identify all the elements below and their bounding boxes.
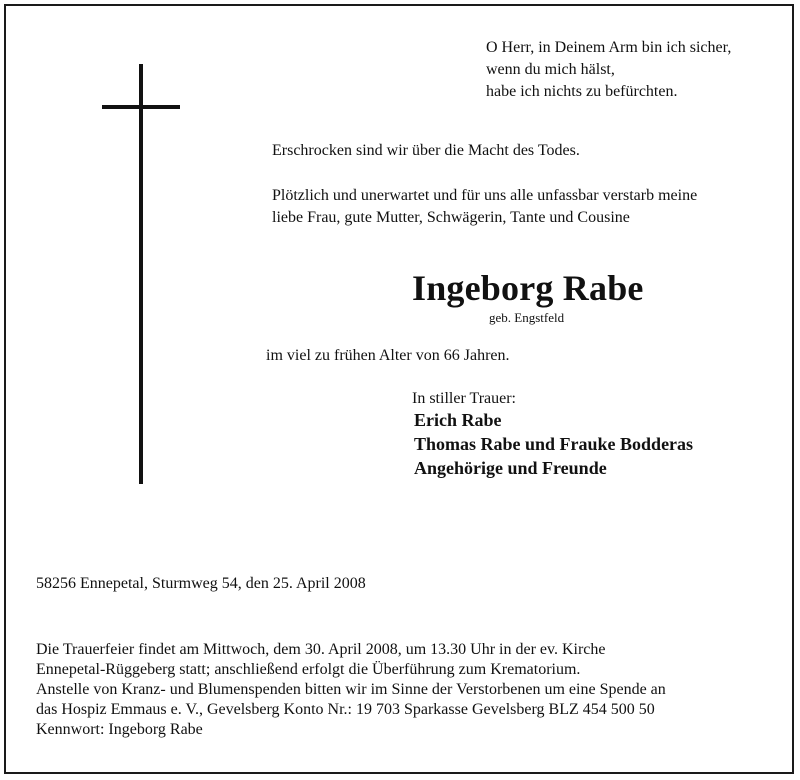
- verse-line-3: habe ich nichts zu befürchten.: [486, 83, 678, 100]
- birth-name: geb. Engstfeld: [489, 310, 565, 325]
- mourner-name: Angehörige und Freunde: [414, 458, 607, 478]
- mourner-name: Erich Rabe: [414, 410, 502, 430]
- funeral-info-line: Kennwort: Ingeborg Rabe: [36, 721, 203, 738]
- cross-crossbar: [102, 105, 180, 109]
- cross-icon: [139, 64, 143, 484]
- funeral-info-line: Die Trauerfeier findet am Mittwoch, dem 30. April 2008, um 13.30 Uhr in der ev. Kirche: [36, 641, 606, 658]
- address-line: 58256 Ennepetal, Sturmweg 54, den 25. April 2008: [36, 575, 366, 592]
- mourner-name: Thomas Rabe und Frauke Bodderas: [414, 434, 694, 454]
- announcement-line-2: liebe Frau, gute Mutter, Schwägerin, Tante und Cousine: [272, 209, 630, 226]
- announcement-line-1: Plötzlich und unerwartet und für uns alle unfassbar verstarb meine: [272, 187, 698, 204]
- funeral-info-line: das Hospiz Emmaus e. V., Gevelsberg Konto Nr.: 19 703 Sparkasse Gevelsberg BLZ 454 500 50: [36, 701, 655, 718]
- intro-text: Erschrocken sind wir über die Macht des Todes.: [272, 142, 580, 159]
- verse-line-2: wenn du mich hälst,: [486, 61, 615, 78]
- funeral-info-line: Ennepetal-Rüggeberg statt; anschließend erfolgt die Überführung zum Krematorium.: [36, 661, 581, 678]
- deceased-name: Ingeborg Rabe: [412, 268, 644, 308]
- mourners-heading: In stiller Trauer:: [412, 390, 516, 407]
- verse-line-1: O Herr, in Deinem Arm bin ich sicher,: [486, 39, 732, 56]
- funeral-info-line: Anstelle von Kranz- und Blumenspenden bitten wir im Sinne der Verstorbenen um eine Spende an: [36, 681, 666, 698]
- obituary-frame: [4, 4, 794, 774]
- age-line: im viel zu frühen Alter von 66 Jahren.: [266, 347, 510, 364]
